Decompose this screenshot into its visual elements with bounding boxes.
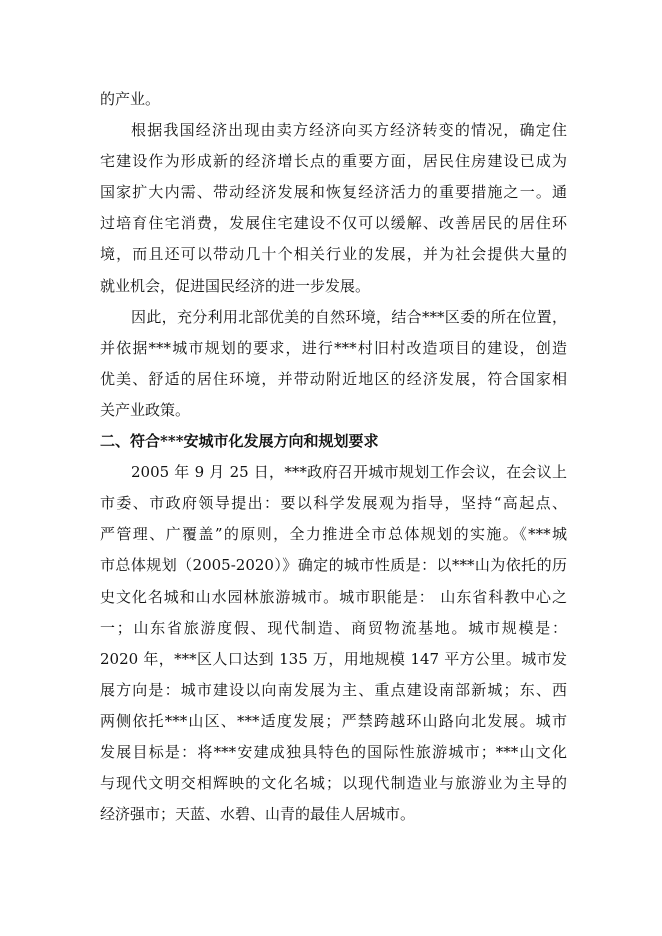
text-line: 两侧依托***山区、***适度发展；严禁跨越环山路向北发展。城市 (100, 711, 567, 730)
paragraph-4 (100, 457, 567, 830)
text-line: 并依据***城市规划的要求，进行***村旧村改造项目的建设，创造 (100, 338, 567, 357)
text-line: 过培育住宅消费，发展住宅建设不仅可以缓解、改善居民的居住环 (100, 214, 567, 233)
text-line: 优美、舒适的居住环境，并带动附近地区的经济发展，符合国家相 (100, 369, 567, 388)
text-line: 关产业政策。 (100, 400, 191, 419)
text-line: 境，而且还可以带动几十个相关行业的发展，并为社会提供大量的 (100, 245, 567, 264)
text-line: 就业机会，促进国民经济的进一步发展。 (100, 276, 371, 295)
text-line: 2005 年 9 月 25 日，***政府召开城市规划工作会议，在会议上 (131, 463, 567, 482)
paragraph-1 (100, 84, 567, 115)
text-line: 经济强市；天蓝、水碧、山青的最佳人居城市。 (100, 805, 416, 824)
text-line: 展方向是：城市建设以向南发展为主、重点建设南部新城；东、西 (100, 680, 567, 699)
text-line: 与现代文明交相辉映的文化名城；以现代制造业与旅游业为主导的 (100, 774, 567, 793)
text-line: 严管理、广覆盖”的原则，全力推进全市总体规划的实施。《***城 (100, 525, 567, 544)
text-line: 发展目标是：将***安建成独具特色的国际性旅游城市；***山文化 (100, 742, 567, 761)
text-line: 根据我国经济出现由卖方经济向买方经济转变的情况，确定住 (131, 121, 567, 140)
section-heading: 二、符合***安城市化发展方向和规划要求 (100, 432, 379, 451)
paragraph-3 (100, 302, 567, 426)
text-line: 市总体规划（2005-2020）》确定的城市性质是：以***山为依托的历 (100, 556, 567, 575)
document-page (100, 84, 567, 830)
text-line: 国家扩大内需、带动经济发展和恢复经济活力的重要措施之一。通 (100, 183, 567, 202)
text-line: 一；山东省旅游度假、现代制造、商贸物流基地。城市规模是： (100, 618, 567, 637)
text-line: 史文化名城和山水园林旅游城市。城市职能是： 山东省科教中心之 (100, 587, 567, 606)
text-line: 宅建设作为形成新的经济增长点的重要方面，居民住房建设已成为 (100, 152, 567, 171)
text-line: 市委、市政府领导提出：要以科学发展观为指导，坚持“高起点、 (100, 494, 567, 513)
text-line: 2020 年，***区人口达到 135 万，用地规模 147 平方公里。城市发 (100, 649, 567, 668)
text-line: 的产业。 (100, 90, 161, 108)
text-line: 因此，充分利用北部优美的自然环境，结合***区委的所在位置， (131, 307, 567, 326)
paragraph-2 (100, 115, 567, 302)
